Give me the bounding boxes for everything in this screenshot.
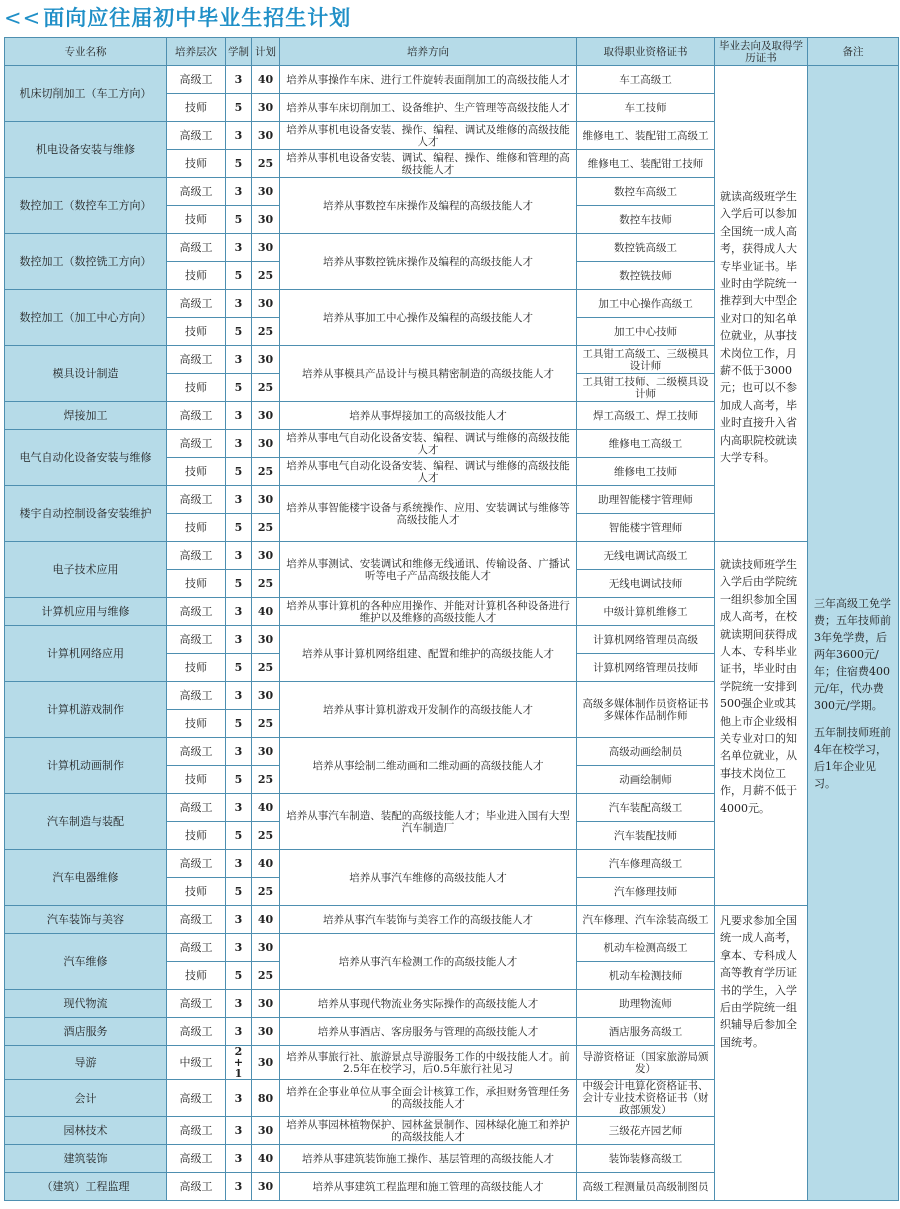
plan-cell: 25: [252, 654, 280, 682]
plan-cell: 25: [252, 262, 280, 290]
major-cell: 建筑装饰: [5, 1145, 167, 1173]
cert-cell: 中级会计电算化资格证书、会计专业技术资格证书（财政部颁发）: [577, 1080, 715, 1117]
direction-cell: 培养从事绘制二维动画和二维动画的高级技能人才: [280, 738, 577, 794]
cert-cell: 工具钳工技师、二级模具设计师: [577, 374, 715, 402]
direction-cell: 培养从事汽车装饰与美容工作的高级技能人才: [280, 906, 577, 934]
table-row: [5, 542, 899, 570]
cert-cell: 数控车技师: [577, 206, 715, 234]
cert-cell: 焊工高级工、焊工技师: [577, 402, 715, 430]
plan-cell: 30: [252, 682, 280, 710]
level-cell: 技师: [167, 654, 226, 682]
direction-cell: 培养从事电气自动化设备安装、编程、调试与维修的高级技能人才: [280, 458, 577, 486]
header-cert: 取得职业资格证书: [577, 38, 715, 66]
plan-cell: 25: [252, 710, 280, 738]
cert-cell: 维修电工高级工: [577, 430, 715, 458]
plan-cell: 30: [252, 738, 280, 766]
cert-cell: 无线电调试高级工: [577, 542, 715, 570]
level-cell: 高级工: [167, 682, 226, 710]
level-cell: 技师: [167, 374, 226, 402]
level-cell: 高级工: [167, 122, 226, 150]
direction-cell: 培养从事车床切削加工、设备维护、生产管理等高级技能人才: [280, 94, 577, 122]
years-cell: 3: [226, 738, 252, 766]
level-cell: 技师: [167, 458, 226, 486]
plan-cell: 40: [252, 66, 280, 94]
cert-cell: 无线电调试技师: [577, 570, 715, 598]
major-cell: 汽车电器维修: [5, 850, 167, 906]
major-cell: 数控加工（加工中心方向）: [5, 290, 167, 346]
note-cell: [808, 66, 899, 1201]
level-cell: 技师: [167, 766, 226, 794]
level-cell: 技师: [167, 206, 226, 234]
years-cell: 3: [226, 486, 252, 514]
cert-cell: 汽车修理、汽车涂装高级工: [577, 906, 715, 934]
years-cell: 3: [226, 66, 252, 94]
level-cell: 高级工: [167, 430, 226, 458]
plan-cell: 30: [252, 290, 280, 318]
cert-cell: 高级工程测量员高级制图员: [577, 1173, 715, 1201]
cert-cell: 智能楼宇管理师: [577, 514, 715, 542]
level-cell: 高级工: [167, 1080, 226, 1117]
years-cell: 3: [226, 542, 252, 570]
plan-cell: 25: [252, 570, 280, 598]
years-cell: 5: [226, 150, 252, 178]
major-cell: 会计: [5, 1080, 167, 1117]
major-cell: 园林技术: [5, 1117, 167, 1145]
major-cell: 计算机网络应用: [5, 626, 167, 682]
page-title: [4, 3, 351, 33]
years-cell: 3: [226, 290, 252, 318]
major-cell: 模具设计制造: [5, 346, 167, 402]
level-cell: 高级工: [167, 402, 226, 430]
dest-cell: 就读技师班学生入学后由学院统一组织参加全国成人高考，在校就读期间获得成人本、专科毕业证书，毕业时由学院统一安排到500强企业或其他上市企业级相关专业对口的知名单位就业，从事技术岗位工作，月薪不低于4000元。: [715, 542, 808, 906]
cert-cell: 助理物流师: [577, 990, 715, 1018]
level-cell: 高级工: [167, 598, 226, 626]
level-cell: 高级工: [167, 934, 226, 962]
direction-cell: 培养从事计算机的各种应用操作、并能对计算机各种设备进行维护以及维修的高级技能人才: [280, 598, 577, 626]
years-cell: 5: [226, 94, 252, 122]
cert-cell: 汽车修理高级工: [577, 850, 715, 878]
level-cell: 高级工: [167, 1173, 226, 1201]
plan-cell: 25: [252, 766, 280, 794]
header-note: 备注: [808, 38, 899, 66]
major-cell: 机床切削加工（车工方向）: [5, 66, 167, 122]
level-cell: 技师: [167, 514, 226, 542]
level-cell: 高级工: [167, 346, 226, 374]
direction-cell: 培养从事汽车检测工作的高级技能人才: [280, 934, 577, 990]
plan-cell: 25: [252, 374, 280, 402]
level-cell: 高级工: [167, 990, 226, 1018]
major-cell: 数控加工（数控车工方向）: [5, 178, 167, 234]
plan-cell: 40: [252, 1145, 280, 1173]
plan-cell: 40: [252, 906, 280, 934]
level-cell: 技师: [167, 822, 226, 850]
direction-cell: 培养从事建筑装饰施工操作、基层管理的高级技能人才: [280, 1145, 577, 1173]
plan-cell: 25: [252, 878, 280, 906]
cert-cell: 计算机网络管理员技师: [577, 654, 715, 682]
cert-cell: 工具钳工高级工、三级模具设计师: [577, 346, 715, 374]
cert-cell: 数控车高级工: [577, 178, 715, 206]
direction-cell: 培养从事焊接加工的高级技能人才: [280, 402, 577, 430]
level-cell: 技师: [167, 570, 226, 598]
level-cell: 高级工: [167, 542, 226, 570]
cert-cell: 汽车装配技师: [577, 822, 715, 850]
plan-cell: 30: [252, 178, 280, 206]
plan-cell: 30: [252, 1018, 280, 1046]
plan-cell: 30: [252, 402, 280, 430]
years-cell: 5: [226, 318, 252, 346]
years-cell: 3: [226, 346, 252, 374]
years-cell: 3: [226, 794, 252, 822]
plan-cell: 25: [252, 962, 280, 990]
cert-cell: 维修电工、装配钳工技师: [577, 150, 715, 178]
level-cell: 高级工: [167, 626, 226, 654]
level-cell: 高级工: [167, 1018, 226, 1046]
major-cell: 数控加工（数控铣工方向）: [5, 234, 167, 290]
level-cell: 高级工: [167, 66, 226, 94]
level-cell: 高级工: [167, 906, 226, 934]
plan-cell: 30: [252, 346, 280, 374]
page-title-text: 面向应往届初中毕业生招生计划: [43, 6, 352, 30]
level-cell: 技师: [167, 962, 226, 990]
cert-cell: 加工中心操作高级工: [577, 290, 715, 318]
cert-cell: 动画绘制师: [577, 766, 715, 794]
cert-cell: 汽车装配高级工: [577, 794, 715, 822]
major-cell: 汽车装饰与美容: [5, 906, 167, 934]
direction-cell: 培养从事机电设备安装、调试、编程、操作、维修和管理的高级技能人才: [280, 150, 577, 178]
major-cell: （建筑）工程监理: [5, 1173, 167, 1201]
direction-cell: 培养从事数控车床操作及编程的高级技能人才: [280, 178, 577, 234]
years-cell: 3: [226, 1173, 252, 1201]
plan-cell: 30: [252, 234, 280, 262]
years-cell: 3: [226, 234, 252, 262]
cert-cell: 三级花卉园艺师: [577, 1117, 715, 1145]
cert-cell: 车工高级工: [577, 66, 715, 94]
direction-cell: 培养从事智能楼宇设备与系统操作、应用、安装调试与维修等高级技能人才: [280, 486, 577, 542]
direction-cell: 培养从事建筑工程监理和施工管理的高级技能人才: [280, 1173, 577, 1201]
cert-cell: 车工技师: [577, 94, 715, 122]
direction-cell: 培养在企事业单位从事全面会计核算工作，承担财务管理任务的高级技能人才: [280, 1080, 577, 1117]
direction-cell: 培养从事旅行社、旅游景点导游服务工作的中级技能人才。前2.5年在校学习，后0.5年旅行社见习: [280, 1046, 577, 1080]
plan-cell: 30: [252, 1117, 280, 1145]
years-cell: 3: [226, 1117, 252, 1145]
years-cell: 5: [226, 710, 252, 738]
plan-cell: 30: [252, 1046, 280, 1080]
cert-cell: 机动车检测技师: [577, 962, 715, 990]
years-cell: 5: [226, 458, 252, 486]
years-cell: 3: [226, 906, 252, 934]
direction-cell: 培养从事测试、安装调试和维修无线通讯、传输设备、广播试听等电子产品高级技能人才: [280, 542, 577, 598]
cert-cell: 导游资格证（国家旅游局颁发）: [577, 1046, 715, 1080]
years-cell: 5: [226, 570, 252, 598]
direction-cell: 培养从事酒店、客房服务与管理的高级技能人才: [280, 1018, 577, 1046]
header-level: 培养层次: [167, 38, 226, 66]
table-row: [5, 906, 899, 934]
level-cell: 技师: [167, 710, 226, 738]
level-cell: 技师: [167, 318, 226, 346]
cert-cell: 数控铣技师: [577, 262, 715, 290]
direction-cell: 培养从事数控铣床操作及编程的高级技能人才: [280, 234, 577, 290]
header-major: 专业名称: [5, 38, 167, 66]
years-cell: 5: [226, 766, 252, 794]
major-cell: 导游: [5, 1046, 167, 1080]
major-cell: 计算机动画制作: [5, 738, 167, 794]
level-cell: 高级工: [167, 234, 226, 262]
table-header-row: [5, 38, 899, 66]
cert-cell: 酒店服务高级工: [577, 1018, 715, 1046]
years-cell: 5: [226, 654, 252, 682]
header-years: 学制: [226, 38, 252, 66]
cert-cell: 汽车修理技师: [577, 878, 715, 906]
cert-cell: 维修电工技师: [577, 458, 715, 486]
direction-cell: 培养从事操作车床、进行工件旋转表面削加工的高级技能人才: [280, 66, 577, 94]
years-cell: 3: [226, 178, 252, 206]
plan-cell: 40: [252, 598, 280, 626]
years-cell: 3: [226, 990, 252, 1018]
years-cell: 3: [226, 1080, 252, 1117]
years-cell: 3: [226, 626, 252, 654]
plan-cell: 30: [252, 430, 280, 458]
level-cell: 高级工: [167, 290, 226, 318]
years-cell: 2 + 1: [226, 1046, 252, 1080]
plan-cell: 30: [252, 626, 280, 654]
direction-cell: 培养从事机电设备安装、操作、编程、调试及维修的高级技能人才: [280, 122, 577, 150]
direction-cell: 培养从事电气自动化设备安装、编程、调试与维修的高级技能人才: [280, 430, 577, 458]
years-cell: 3: [226, 1145, 252, 1173]
direction-cell: 培养从事汽车维修的高级技能人才: [280, 850, 577, 906]
plan-cell: 30: [252, 542, 280, 570]
cert-cell: 助理智能楼宇管理师: [577, 486, 715, 514]
plan-cell: 40: [252, 850, 280, 878]
years-cell: 5: [226, 374, 252, 402]
major-cell: 计算机游戏制作: [5, 682, 167, 738]
plan-cell: 30: [252, 486, 280, 514]
plan-cell: 30: [252, 934, 280, 962]
cert-cell: 高级多媒体制作员资格证书多媒体作品制作师: [577, 682, 715, 738]
years-cell: 5: [226, 206, 252, 234]
header-plan: 计划: [252, 38, 280, 66]
cert-cell: 中级计算机维修工: [577, 598, 715, 626]
major-cell: 酒店服务: [5, 1018, 167, 1046]
years-cell: 3: [226, 934, 252, 962]
plan-cell: 80: [252, 1080, 280, 1117]
table-row: [5, 66, 899, 94]
level-cell: 高级工: [167, 1145, 226, 1173]
major-cell: 焊接加工: [5, 402, 167, 430]
level-cell: 技师: [167, 878, 226, 906]
major-cell: 汽车制造与装配: [5, 794, 167, 850]
years-cell: 3: [226, 682, 252, 710]
years-cell: 5: [226, 962, 252, 990]
note-internship: 五年制技师班前4年在校学习，后1年企业见习。: [814, 725, 891, 790]
plan-cell: 40: [252, 794, 280, 822]
cert-cell: 加工中心技师: [577, 318, 715, 346]
direction-cell: 培养从事计算机网络组建、配置和维护的高级技能人才: [280, 626, 577, 682]
table-body: [5, 66, 899, 1201]
cert-cell: 机动车检测高级工: [577, 934, 715, 962]
direction-cell: 培养从事汽车制造、装配的高级技能人才；毕业进入国有大型汽车制造厂: [280, 794, 577, 850]
plan-cell: 30: [252, 1173, 280, 1201]
level-cell: 高级工: [167, 486, 226, 514]
header-dest: 毕业去向及取得学历证书: [715, 38, 808, 66]
cert-cell: 维修电工、装配钳工高级工: [577, 122, 715, 150]
direction-cell: 培养从事加工中心操作及编程的高级技能人才: [280, 290, 577, 346]
years-cell: 5: [226, 878, 252, 906]
level-cell: 高级工: [167, 794, 226, 822]
plan-cell: 30: [252, 990, 280, 1018]
direction-cell: 培养从事园林植物保护、园林盆景制作、园林绿化施工和养护的高级技能人才: [280, 1117, 577, 1145]
enrollment-plan-table: [4, 37, 899, 1201]
direction-cell: 培养从事模具产品设计与模具精密制造的高级技能人才: [280, 346, 577, 402]
plan-cell: 25: [252, 514, 280, 542]
level-cell: 技师: [167, 262, 226, 290]
major-cell: 电气自动化设备安装与维修: [5, 430, 167, 486]
cert-cell: 数控铣高级工: [577, 234, 715, 262]
plan-cell: 30: [252, 122, 280, 150]
chevron-double-left-icon: <<: [4, 6, 42, 30]
direction-cell: 培养从事现代物流业务实际操作的高级技能人才: [280, 990, 577, 1018]
years-cell: 5: [226, 262, 252, 290]
cert-cell: 装饰装修高级工: [577, 1145, 715, 1173]
major-cell: 机电设备安装与维修: [5, 122, 167, 178]
major-cell: 电子技术应用: [5, 542, 167, 598]
cert-cell: 计算机网络管理员高级: [577, 626, 715, 654]
level-cell: 高级工: [167, 850, 226, 878]
plan-cell: 25: [252, 318, 280, 346]
level-cell: 高级工: [167, 178, 226, 206]
major-cell: 汽车维修: [5, 934, 167, 990]
level-cell: 高级工: [167, 738, 226, 766]
years-cell: 5: [226, 822, 252, 850]
years-cell: 3: [226, 430, 252, 458]
level-cell: 技师: [167, 150, 226, 178]
header-direction: 培养方向: [280, 38, 577, 66]
level-cell: 技师: [167, 94, 226, 122]
note-fees: 三年高级工免学费；五年技师前3年免学费，后两年3600元/年；住宿费400元/年，代办费300元/学期。: [814, 596, 891, 712]
plan-cell: 25: [252, 822, 280, 850]
direction-cell: 培养从事计算机游戏开发制作的高级技能人才: [280, 682, 577, 738]
years-cell: 3: [226, 402, 252, 430]
plan-cell: 30: [252, 206, 280, 234]
years-cell: 3: [226, 850, 252, 878]
major-cell: 现代物流: [5, 990, 167, 1018]
plan-cell: 25: [252, 150, 280, 178]
cert-cell: 高级动画绘制员: [577, 738, 715, 766]
years-cell: 3: [226, 122, 252, 150]
years-cell: 5: [226, 514, 252, 542]
years-cell: 3: [226, 598, 252, 626]
plan-cell: 25: [252, 458, 280, 486]
plan-cell: 30: [252, 94, 280, 122]
level-cell: 中级工: [167, 1046, 226, 1080]
years-cell: 3: [226, 1018, 252, 1046]
dest-cell: 凡要求参加全国统一成人高考，拿本、专科成人高等教育学历证书的学生，入学后由学院统一组织辅导后参加全国统考。: [715, 906, 808, 1201]
level-cell: 高级工: [167, 1117, 226, 1145]
major-cell: 计算机应用与维修: [5, 598, 167, 626]
dest-cell: 就读高级班学生入学后可以参加全国统一成人高考，获得成人大专毕业证书。毕业时由学院统一推荐到大中型企业对口的知名单位就业，从事技术岗位工作，月薪不低于3000元；也可以不参加成人高考，毕业时直接升入省内高职院校就读大学专科。: [715, 66, 808, 542]
major-cell: 楼宇自动控制设备安装维护: [5, 486, 167, 542]
